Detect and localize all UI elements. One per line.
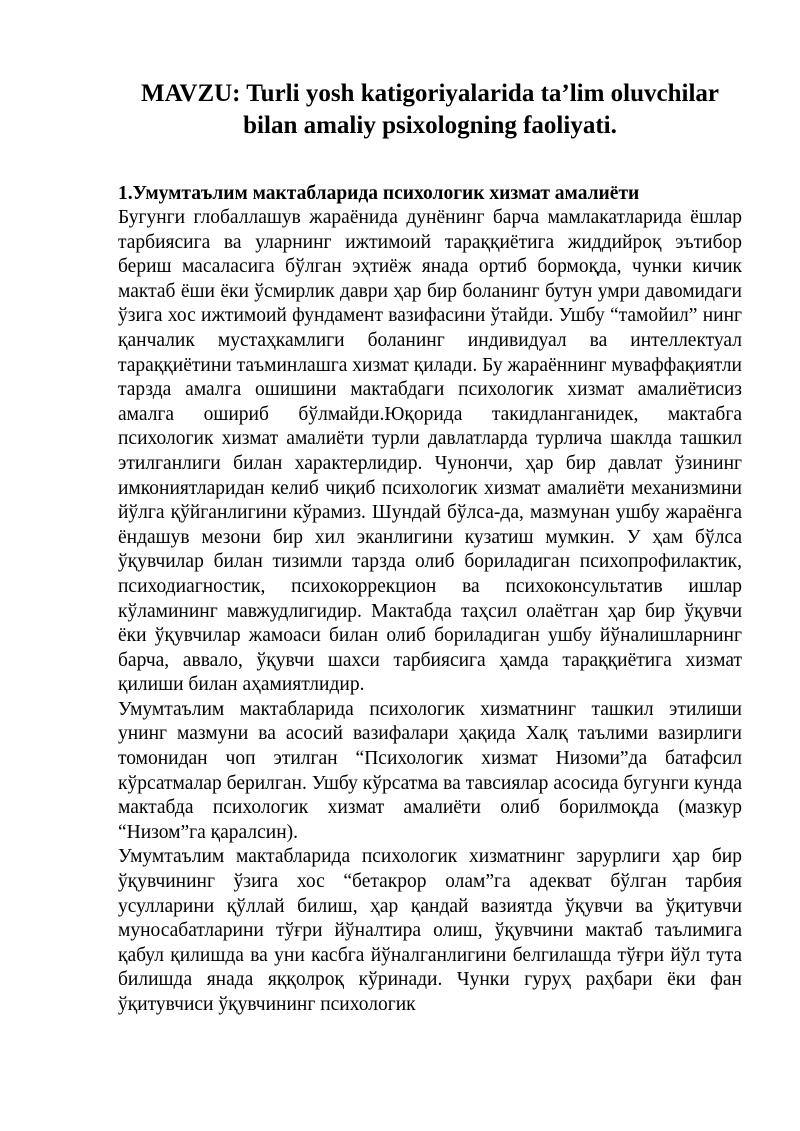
paragraph-2: Умумтаълим мактабларида психологик хизматнинг ташкил этилиши унинг мазмуни ва асосий вазифалари ҳақида Халқ таълими вазирлиги томонидан чоп этилган “Психологик хизмат Низоми”да батафсил кўрсатмалар берилган. Ушбу кўрсатма ва тавсиялар асосида бугунги кунда мактабда психологик хизмат амалиёти олиб борилмоқда (мазкур “Низом”га қаралсин). <box>118 698 742 843</box>
document-title <box>118 78 742 142</box>
document-page <box>118 78 742 1018</box>
section-heading: 1.Умумтаълим мактабларида психологик хизмат амалиёти <box>118 183 640 204</box>
paragraph-3: Умумтаълим мактабларида психологик хизматнинг зарурлиги ҳар бир ўқувчининг ўзига хос “бетакрор олам”га адекват бўлган тарбия усулларини қўллай билиш, ҳар қандай вазиятда ўқувчи ва ўқитувчи муносабатларини тўғри йўналтира олиш, ўқувчини мактаб таълимига қабул қилишда ва уни касбга йўналганлигини белгилашда тўғри йўл тута билишда янада яққолроқ кўринади. Чунки гуруҳ раҳбари ёки фан ўқитувчиси ўқувчининг психологик <box>118 846 742 1015</box>
title-line-1: MAVZU: Turli yosh katigoriyalarida ta’lim oluvchilar <box>140 80 720 107</box>
title-line-2: bilan amaliy psixologning faoliyati. <box>243 112 617 139</box>
paragraph-1: Бугунги глобаллашув жараёнида дунёнинг барча мамлакатларида ёшлар тарбиясига ва уларнинг ижтимоий тараққиётига жиддийроқ эътибор бериш масаласига бўлган эҳтиёж янада ортиб бормоқда, чунки кичик мактаб ёши ёки ўсмирлик даври ҳар бир боланинг бутун умри давомидаги ўзига хос ижтимоий фундамент вазифасини ўтайди. Ушбу “тамойил” нинг қанчалик мустаҳкамлиги боланинг индивидуал ва интеллектуал тараққиётини таъминлашга хизмат қилади. Бу жараённинг муваффақиятли тарзда амалга ошишини мактабдаги психологик хизмат амалиётисиз амалга ошириб бўлмайди.Юқорида такидланганидек, мактабга психологик хизмат амалиёти турли давлатларда турлича шаклда ташкил этилганлиги билан характерлидир. Чунончи, ҳар бир давлат ўзининг имкониятларидан келиб чиқиб психологик хизмат амалиёти механизмини йўлга қўйганлигини кўрамиз. Шундай бўлса-да, мазмунан ушбу жараёнга ёндашув мезони бир хил эканлигини кузатиш мумкин. У ҳам бўлса ўқувчилар билан тизимли тарзда олиб бориладиган психопрофилактик, психодиагностик, психокоррекцион ва психоконсультатив ишлар кўламининг мавжудлигидир. Мактабда таҳсил олаётган ҳар бир ўқувчи ёки ўқувчилар жамоаси билан олиб бориладиган ушбу йўналишларнинг барча, аввало, ўқувчи шахси тарбиясига ҳамда тараққиётига хизмат қилиши билан аҳамиятлидир. <box>118 207 742 696</box>
